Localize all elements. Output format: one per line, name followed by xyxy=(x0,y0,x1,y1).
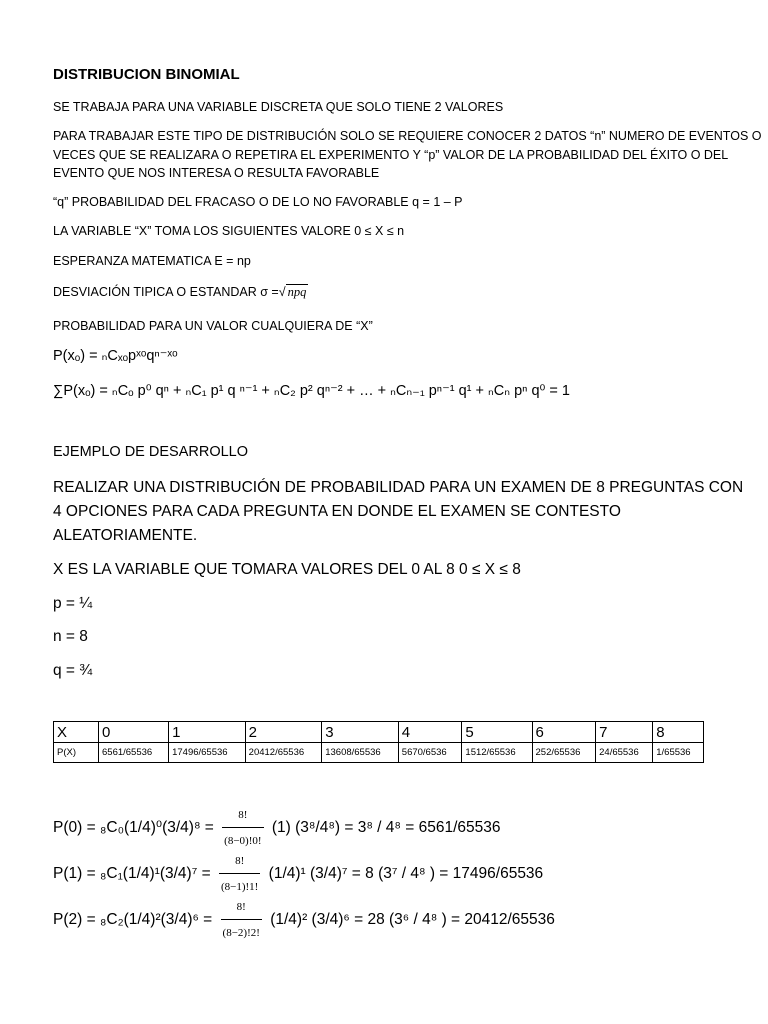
calc-line-2 xyxy=(53,895,555,945)
calc-fraction xyxy=(222,803,263,853)
calc-lhs: P(0) = ₈C₀(1/4)⁰(3/4)⁸ = xyxy=(53,819,214,837)
row-label-px: P(X) xyxy=(54,743,99,763)
formula-single: P(xₒ) = ₙCₓₒpˣᵒqⁿ⁻ˣᵒ xyxy=(53,348,178,364)
fraction-denominator: (8−0)!0! xyxy=(222,827,263,853)
q-definition: “q” PROBABILIDAD DEL FRACASO O DE LO NO FAVORABLE q = 1 – P xyxy=(53,195,463,209)
x-cell: 1 xyxy=(169,722,246,743)
example-p: p = ¼ xyxy=(53,595,93,612)
px-cell: 1/65536 xyxy=(653,743,704,763)
x-cell: 7 xyxy=(596,722,653,743)
x-cell: 2 xyxy=(245,722,322,743)
px-cell: 5670/6536 xyxy=(398,743,462,763)
fraction-numerator: 8! xyxy=(236,901,246,913)
fraction-numerator: 8! xyxy=(238,809,248,821)
calc-line-1 xyxy=(53,849,543,899)
x-cell: 6 xyxy=(532,722,596,743)
x-cell: 3 xyxy=(322,722,399,743)
px-cell: 1512/65536 xyxy=(462,743,532,763)
calc-fraction xyxy=(219,849,260,899)
table-row-px xyxy=(54,743,704,763)
calc-rhs: (1) (3⁸/4⁸) = 3⁸ / 4⁸ = 6561/65536 xyxy=(271,819,501,837)
fraction-denominator: (8−2)!2! xyxy=(221,919,262,945)
px-cell: 17496/65536 xyxy=(169,743,246,763)
px-cell: 6561/65536 xyxy=(99,743,169,763)
example-heading: EJEMPLO DE DESARROLLO xyxy=(53,444,248,460)
distribution-table xyxy=(53,721,704,763)
px-cell: 13608/65536 xyxy=(322,743,399,763)
calc-fraction xyxy=(221,895,262,945)
calc-line-0 xyxy=(53,803,501,853)
calc-rhs: (1/4)¹ (3/4)⁷ = 8 (3⁷ / 4⁸ ) = 17496/65536 xyxy=(268,865,544,883)
px-cell: 20412/65536 xyxy=(245,743,322,763)
calc-rhs: (1/4)² (3/4)⁶ = 28 (3⁶ / 4⁸ ) = 20412/65536 xyxy=(270,911,555,929)
x-cell: 4 xyxy=(398,722,462,743)
esperanza-line: ESPERANZA MATEMATICA E = np xyxy=(53,254,251,268)
px-cell: 24/65536 xyxy=(596,743,653,763)
desviacion-line xyxy=(53,284,308,301)
example-x-desc: X ES LA VARIABLE QUE TOMARA VALORES DEL 0 AL 8 0 ≤ X ≤ 8 xyxy=(53,561,521,578)
example-desc-b: 4 OPCIONES PARA CADA PREGUNTA EN DONDE EL EXAMEN SE CONTESTO xyxy=(53,503,621,520)
x-range: LA VARIABLE “X” TOMA LOS SIGUIENTES VALORE 0 ≤ X ≤ n xyxy=(53,224,405,238)
calc-lhs: P(2) = ₈C₂(1/4)²(3/4)⁶ = xyxy=(53,911,213,929)
intro-line-1: SE TRABAJA PARA UNA VARIABLE DISCRETA QUE SOLO TIENE 2 VALORES xyxy=(53,100,504,114)
x-cell: 0 xyxy=(99,722,169,743)
sqrt-symbol: √ npq xyxy=(278,285,307,299)
table-row-x xyxy=(54,722,704,743)
fraction-denominator: (8−1)!1! xyxy=(219,873,260,899)
example-n: n = 8 xyxy=(53,628,88,645)
fraction-numerator: 8! xyxy=(235,855,245,867)
intro-para-2-line-c: EVENTO QUE NOS INTERESA O RESULTA FAVORABLE xyxy=(53,166,380,180)
prob-line: PROBABILIDAD PARA UN VALOR CUALQUIERA DE “X” xyxy=(53,319,373,333)
calc-lhs: P(1) = ₈C₁(1/4)¹(3/4)⁷ = xyxy=(53,865,211,883)
document-title: DISTRIBUCION BINOMIAL xyxy=(53,66,240,83)
example-q: q = ¾ xyxy=(53,662,93,679)
x-cell: 5 xyxy=(462,722,532,743)
intro-para-2-line-b: VECES QUE SE REALIZARA O REPETIRA EL EXPERIMENTO Y “p” VALOR DE LA PROBABILIDAD DEL ÉXITO O DEL xyxy=(53,148,729,162)
formula-sum: ∑P(xₒ) = ₙCₒ p⁰ qⁿ + ₙC₁ p¹ q ⁿ⁻¹ + ₙC₂ p² qⁿ⁻² + … + ₙCₙ₋₁ pⁿ⁻¹ q¹ + ₙCₙ pⁿ q⁰ = 1 xyxy=(53,383,570,399)
desviacion-label: DESVIACIÓN TIPICA O ESTANDAR σ = xyxy=(53,285,279,299)
row-label-x: X xyxy=(54,722,99,743)
sqrt-content: npq xyxy=(287,285,307,299)
example-desc-c: ALEATORIAMENTE. xyxy=(53,527,198,544)
px-cell: 252/65536 xyxy=(532,743,596,763)
example-desc-a: REALIZAR UNA DISTRIBUCIÓN DE PROBABILIDAD PARA UN EXAMEN DE 8 PREGUNTAS CON xyxy=(53,479,744,496)
intro-para-2-line-a: PARA TRABAJAR ESTE TIPO DE DISTRIBUCIÓN SOLO SE REQUIERE CONOCER 2 DATOS “n” NUMERO DE EVENTOS O xyxy=(53,129,762,143)
x-cell: 8 xyxy=(653,722,704,743)
